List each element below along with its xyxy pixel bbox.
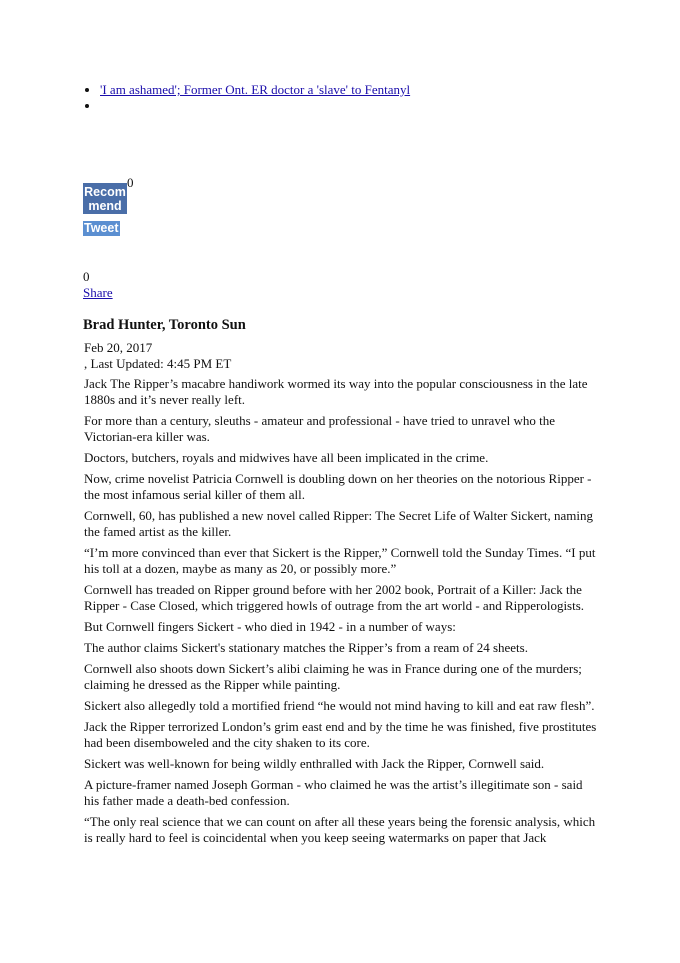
article-paragraph: Now, crime novelist Patricia Cornwell is doubling down on her theories on the notorious Ripper - the most infamous serial killer of them all. [84,471,592,502]
dateline [84,340,231,372]
article-paragraph: The author claims Sickert's stationary matches the Ripper’s from a ream of 24 sheets. [84,640,528,655]
share-link[interactable]: Share [83,285,113,300]
recommend-count: 0 [127,175,134,190]
tweet-button[interactable]: Tweet [84,221,119,235]
byline: Brad Hunter, Toronto Sun [83,317,246,333]
article-paragraph: Sickert was well-known for being wildly enthralled with Jack the Ripper, Cornwell said. [84,756,545,771]
list-item [100,82,410,98]
article-body [84,376,599,851]
related-links-list [84,82,410,114]
article-paragraph: Cornwell, 60, has published a new novel called Ripper: The Secret Life of Walter Sickert, naming the famed artist as the killer. [84,508,593,539]
recommend-button[interactable]: Recommend [84,185,126,213]
article-paragraph: Cornwell has treaded on Ripper ground before with her 2002 book, Portrait of a Killer: Jack the Ripper - Case Closed, which triggered howls of outrage from the art world - and Ripperologists. [84,582,585,613]
article-paragraph: But Cornwell fingers Sickert - who died in 1942 - in a number of ways: [84,619,456,634]
article-paragraph: Jack The Ripper’s macabre handiwork wormed its way into the popular consciousness in the late 1880s and it’s never really left. [84,376,588,407]
article-paragraph: Jack the Ripper terrorized London’s grim east end and by the time he was finished, five prostitutes had been disemboweled and the city shaken to its core. [84,719,597,750]
article-paragraph: Sickert also allegedly told a mortified friend “he would not mind having to kill and eat raw flesh”. [84,698,595,713]
article-paragraph: For more than a century, sleuths - amateur and professional - have tried to unravel who the Victorian-era killer was. [84,413,555,444]
list-item [100,98,410,114]
last-updated: , Last Updated: 4:45 PM ET [84,356,232,371]
related-article-link[interactable]: 'I am ashamed'; Former Ont. ER doctor a 'slave' to Fentanyl [100,82,411,97]
article-paragraph: Doctors, butchers, royals and midwives have all been implicated in the crime. [84,450,489,465]
share-count: 0 [83,269,90,284]
article-paragraph: Cornwell also shoots down Sickert’s alibi claiming he was in France during one of the murders; claiming he dressed as the Ripper while painting. [84,661,582,692]
publish-date: Feb 20, 2017 [84,340,153,355]
article-paragraph: “The only real science that we can count on after all these years being the forensic analysis, which is really hard to feel is coincidental when you keep seeing watermarks on paper that Jack [84,814,596,845]
article-paragraph: A picture-framer named Joseph Gorman - who claimed he was the artist’s illegitimate son - said his father made a death-bed confession. [84,777,583,808]
article-paragraph: “I’m more convinced than ever that Sickert is the Ripper,” Cornwell told the Sunday Times. “I put his toll at a dozen, maybe as many as 20, or possibly more.” [84,545,596,576]
